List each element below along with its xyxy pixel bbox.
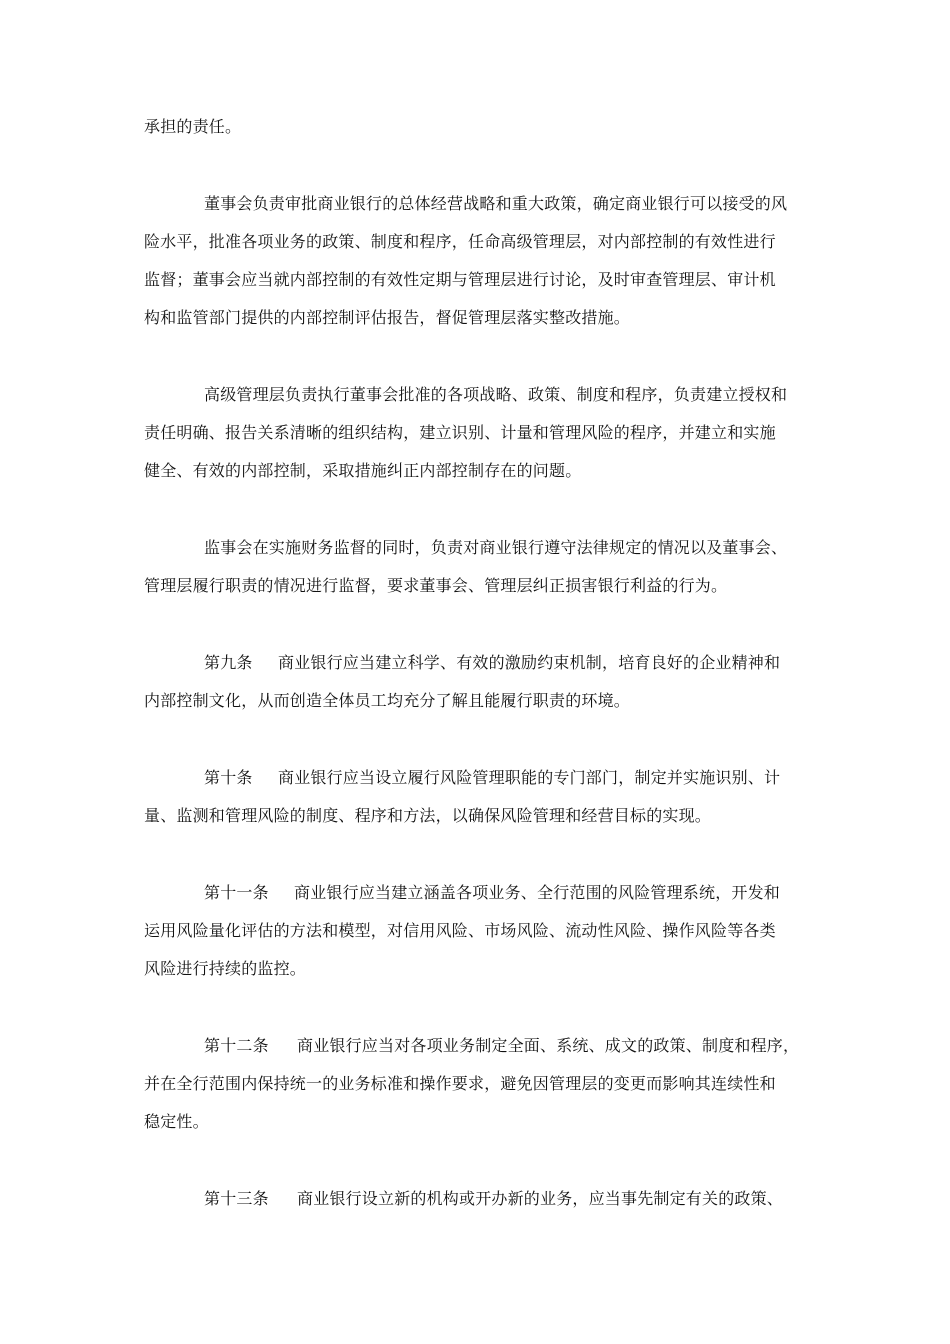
paragraph-line: 责任明确、报告关系清晰的组织结构，建立识别、计量和管理风险的程序，并建立和实施 [144, 423, 776, 442]
paragraph-line: 承担的责任。 [144, 117, 242, 136]
paragraph-line: 量、监测和管理风险的制度、程序和方法，以确保风险管理和经营目标的实现。 [144, 806, 712, 825]
paragraph-line: 董事会负责审批商业银行的总体经营战略和重大政策，确定商业银行可以接受的风 [204, 194, 788, 213]
article-number: 第十一条 [204, 883, 269, 902]
paragraph-line: 风险进行持续的监控。 [144, 959, 307, 978]
article-text: 商业银行应当建立科学、有效的激励约束机制，培育良好的企业精神和 [278, 653, 781, 672]
paragraph-line: 并在全行范围内保持统一的业务标准和操作要求，避免因管理层的变更而影响其连续性和 [144, 1074, 776, 1093]
article-text: 商业银行设立新的机构或开办新的业务，应当事先制定有关的政策、 [297, 1189, 784, 1208]
paragraph-line: 高级管理层负责执行董事会批准的各项战略、政策、制度和程序，负责建立授权和 [204, 385, 788, 404]
article-number: 第十条 [204, 768, 253, 787]
article-first-line [204, 1036, 799, 1056]
paragraph-line: 管理层履行职责的情况进行监督，要求董事会、管理层纠正损害银行利益的行为。 [144, 576, 728, 595]
paragraph-line: 内部控制文化，从而创造全体员工均充分了解且能履行职责的环境。 [144, 691, 631, 710]
article-text: 商业银行应当对各项业务制定全面、系统、成文的政策、制度和程序， [297, 1036, 800, 1055]
paragraph-line: 运用风险量化评估的方法和模型，对信用风险、市场风险、流动性风险、操作风险等各类 [144, 921, 776, 940]
paragraph-line: 监督；董事会应当就内部控制的有效性定期与管理层进行讨论，及时审查管理层、审计机 [144, 270, 776, 289]
article-number: 第十二条 [204, 1036, 269, 1055]
article-number: 第九条 [204, 653, 253, 672]
paragraph-line: 监事会在实施财务监督的同时，负责对商业银行遵守法律规定的情况以及董事会、 [204, 538, 788, 557]
article-first-line [204, 653, 780, 673]
article-first-line [204, 1189, 783, 1209]
article-number: 第十三条 [204, 1189, 269, 1208]
article-first-line [204, 883, 780, 903]
paragraph-line: 险水平，批准各项业务的政策、制度和程序，任命高级管理层，对内部控制的有效性进行 [144, 232, 776, 251]
paragraph-line: 构和监管部门提供的内部控制评估报告，督促管理层落实整改措施。 [144, 308, 631, 327]
article-text: 商业银行应当设立履行风险管理职能的专门部门，制定并实施识别、计 [278, 768, 781, 787]
paragraph-line: 健全、有效的内部控制，采取措施纠正内部控制存在的问题。 [144, 461, 582, 480]
paragraph-line: 稳定性。 [144, 1112, 209, 1131]
article-first-line [204, 768, 780, 788]
article-text: 商业银行应当建立涵盖各项业务、全行范围的风险管理系统，开发和 [294, 883, 781, 902]
